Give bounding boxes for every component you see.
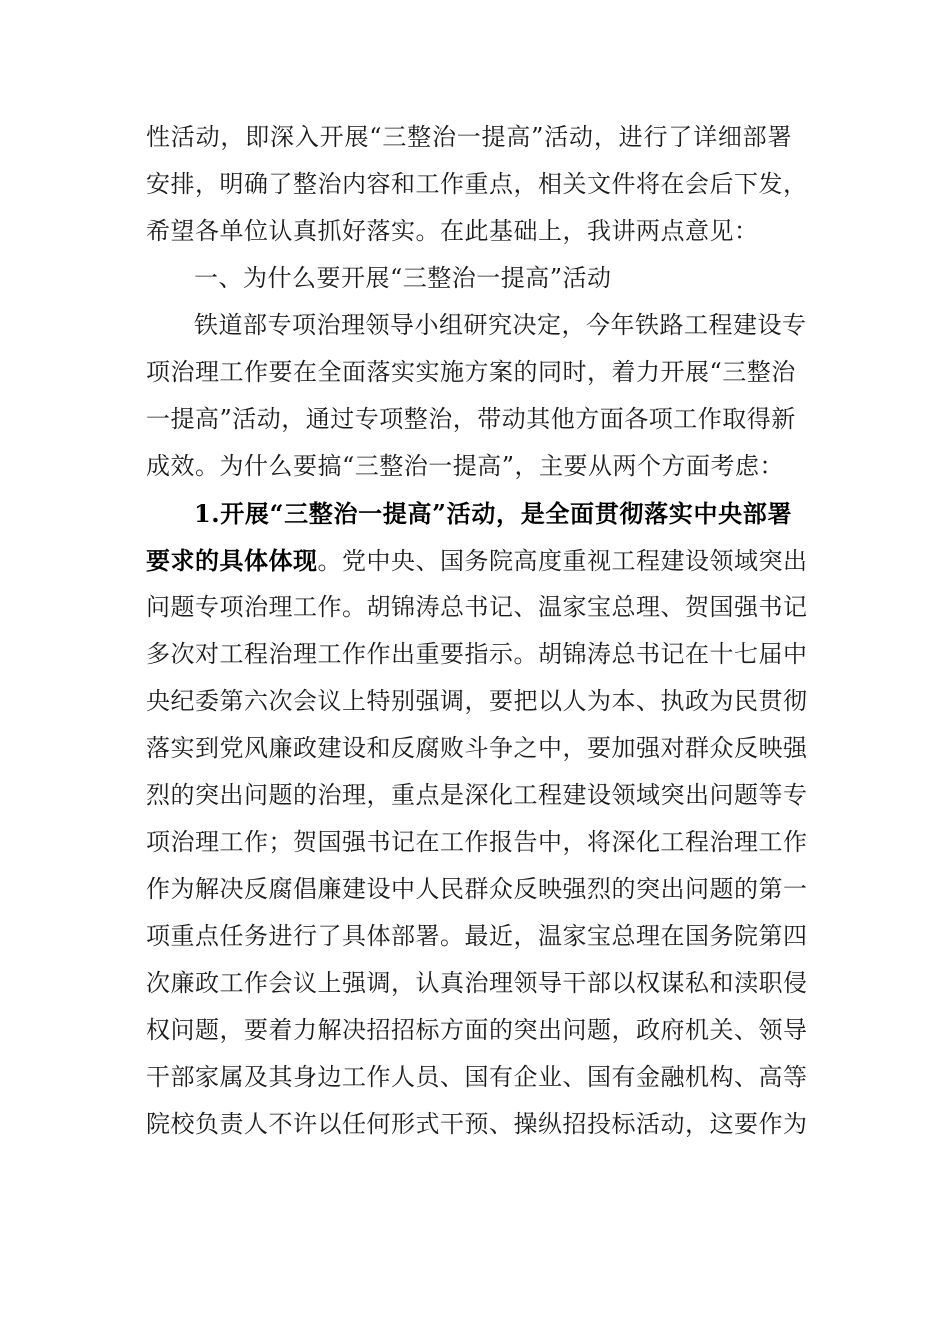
body-text <box>146 114 808 1148</box>
text-line: 一提高”活动，通过专项整治，带动其他方面各项工作取得新 <box>146 405 796 433</box>
text-line: 多次对工程治理工作作出重要指示。胡锦涛总书记在十七届中 <box>146 640 808 668</box>
text-line: 项治理工作；贺国强书记在工作报告中，将深化工程治理工作 <box>146 828 808 856</box>
mixed-line <box>146 537 808 584</box>
section-heading: 一、为什么要开展“三整治一提高”活动 <box>194 264 612 292</box>
text-line: 干部家属及其身边工作人员、国有企业、国有金融机构、高等 <box>146 1063 808 1091</box>
text-line: 项重点任务进行了具体部署。最近，温家宝总理在国务院第四 <box>146 922 808 950</box>
text-line: 希望各单位认真抓好落实。在此基础上，我讲两点意见： <box>146 217 759 245</box>
text-line: 铁道部专项治理领导小组研究决定，今年铁路工程建设专 <box>194 311 807 339</box>
text-line: 问题专项治理工作。胡锦涛总书记、温家宝总理、贺国强书记 <box>146 593 808 621</box>
text-line: 烈的突出问题的治理，重点是深化工程建设领域突出问题等专 <box>146 781 808 809</box>
bold-point-heading: 1.开展“三整治一提高”活动，是全面贯彻落实中央部署 <box>194 499 792 528</box>
text-line: 安排，明确了整治内容和工作重点，相关文件将在会后下发， <box>146 170 808 198</box>
text-span: 。党中央、国务院高度重视工程建设领域突出 <box>317 547 808 575</box>
text-line: 成效。为什么要搞“三整治一提高”，主要从两个方面考虑： <box>146 452 785 480</box>
bold-point-heading-end: 要求的具体体现 <box>146 546 318 575</box>
text-line: 作为解决反腐倡廉建设中人民群众反映强烈的突出问题的第一 <box>146 875 808 903</box>
text-line: 性活动，即深入开展“三整治一提高”活动，进行了详细部署 <box>146 123 792 151</box>
text-line: 次廉政工作会议上强调，认真治理领导干部以权谋私和渎职侵 <box>146 969 808 997</box>
text-line: 院校负责人不许以任何形式干预、操纵招投标活动，这要作为 <box>146 1110 808 1138</box>
text-line: 项治理工作要在全面落实实施方案的同时，着力开展“三整治 <box>146 358 796 386</box>
text-line: 权问题，要着力解决招招标方面的突出问题，政府机关、领导 <box>146 1016 808 1044</box>
text-line: 落实到党风廉政建设和反腐败斗争之中，要加强对群众反映强 <box>146 734 808 762</box>
text-line: 央纪委第六次会议上特别强调，要把以人为本、执政为民贯彻 <box>146 687 808 715</box>
